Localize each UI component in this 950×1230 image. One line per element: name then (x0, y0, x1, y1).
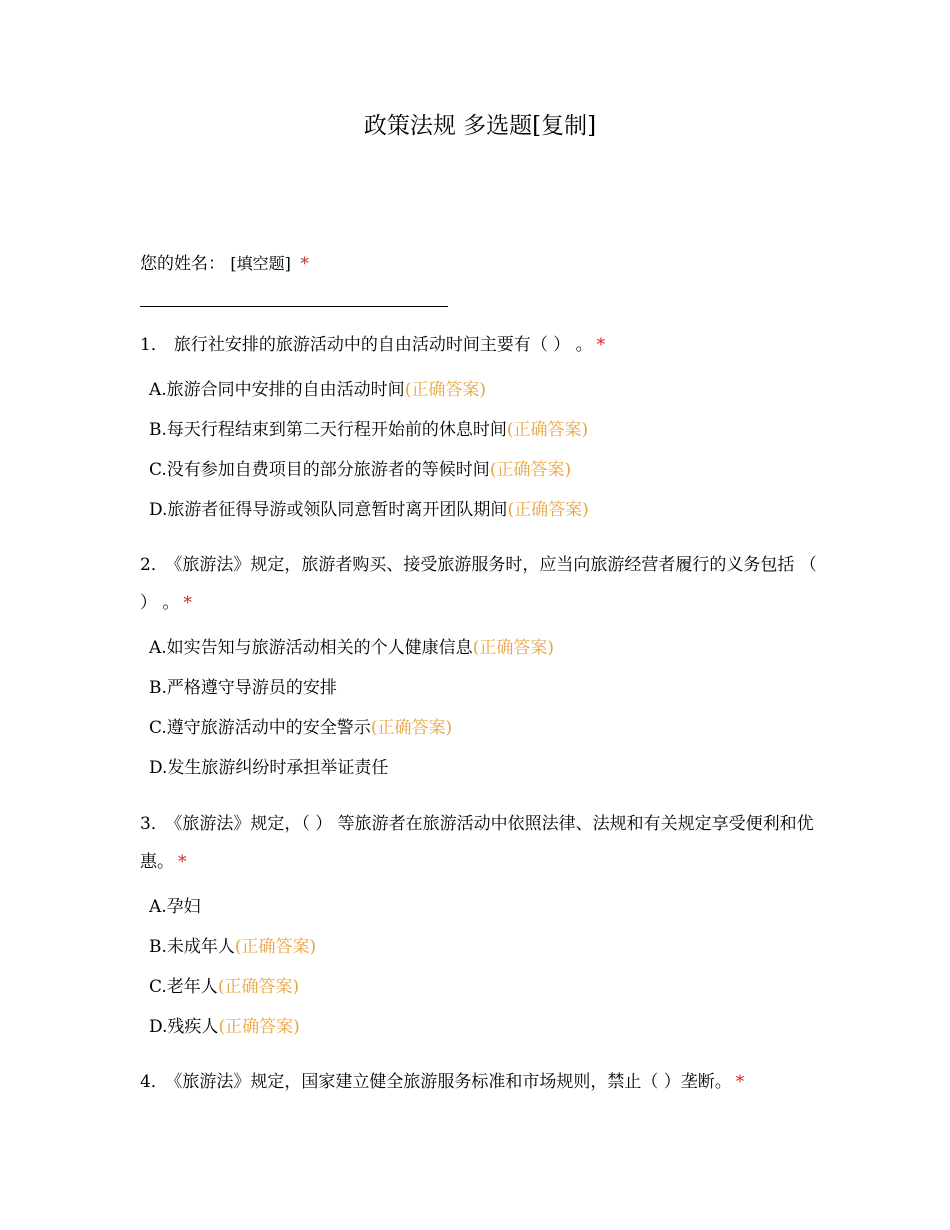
option-text: D.发生旅游纠纷时承担举证责任 (149, 758, 389, 778)
correct-answer-label: (正确答案) (506, 420, 589, 440)
option-text: C.遵守旅游活动中的安全警示 (149, 718, 371, 738)
page-title: 政策法规 多选题[复制] (363, 113, 597, 139)
option-text: B.严格遵守导游员的安排 (149, 678, 337, 698)
name-label: 您的姓名： (140, 254, 225, 274)
correct-answer-label: (正确答案) (507, 500, 589, 520)
question-3 (140, 805, 830, 881)
option-1b (149, 417, 588, 443)
required-mark: * (300, 254, 309, 274)
name-answer-line[interactable] (140, 306, 448, 307)
option-2a (149, 635, 554, 661)
question-type-tag: [填空题] (230, 254, 291, 273)
correct-answer-label: (正确答案) (472, 638, 554, 658)
question-number: 3． (140, 814, 168, 834)
question-text: 《旅游法》规定，国家建立健全旅游服务标准和市场规则，禁止（ ）垄断。 (173, 1072, 732, 1092)
option-2c (149, 715, 452, 741)
correct-answer-label: (正确答案) (370, 718, 453, 738)
required-mark: * (735, 1072, 745, 1092)
option-2b (149, 675, 337, 701)
required-mark: * (596, 335, 606, 355)
option-text: C.老年人 (149, 977, 218, 997)
option-3a (149, 894, 201, 920)
question-text: 《旅游法》规定，旅游者购买、接受旅游服务时，应当向旅游经营者履行的义务包括 （ ） 。 (140, 555, 817, 613)
question-number: 2． (140, 555, 168, 575)
correct-answer-label: (正确答案) (489, 460, 572, 480)
question-1 (140, 326, 830, 364)
option-3d (149, 1014, 300, 1040)
option-text: B.未成年人 (149, 937, 235, 957)
question-text: 旅行社安排的旅游活动中的自由活动时间主要有（ ） 。 (173, 335, 593, 355)
option-text: A.旅游合同中安排的自由活动时间 (149, 380, 405, 400)
option-text: A.孕妇 (149, 897, 201, 917)
question-number: 4． (140, 1072, 168, 1092)
question-4 (140, 1063, 830, 1101)
required-mark: * (183, 593, 192, 613)
option-2d (149, 755, 388, 781)
required-mark: * (178, 852, 187, 872)
option-1c (149, 457, 571, 483)
name-question (140, 251, 309, 277)
option-3b (149, 934, 316, 960)
question-text: 《旅游法》规定，（ ） 等旅游者在旅游活动中依照法律、法规和有关规定享受便利和优惠。 (140, 814, 814, 872)
question-2 (140, 546, 830, 622)
correct-answer-label: (正确答案) (234, 937, 317, 957)
option-text: A.如实告知与旅游活动相关的个人健康信息 (149, 638, 473, 658)
option-3c (149, 974, 299, 1000)
option-text: C.没有参加自费项目的部分旅游者的等候时间 (149, 460, 490, 480)
correct-answer-label: (正确答案) (404, 380, 486, 400)
option-text: D.残疾人 (149, 1017, 219, 1037)
option-text: B.每天行程结束到第二天行程开始前的休息时间 (149, 420, 507, 440)
correct-answer-label: (正确答案) (217, 977, 300, 997)
correct-answer-label: (正确答案) (218, 1017, 300, 1037)
option-1d (149, 497, 589, 523)
option-text: D.旅游者征得导游或领队同意暂时离开团队期间 (149, 500, 508, 520)
question-number: 1． (140, 335, 168, 355)
option-1a (149, 377, 486, 403)
